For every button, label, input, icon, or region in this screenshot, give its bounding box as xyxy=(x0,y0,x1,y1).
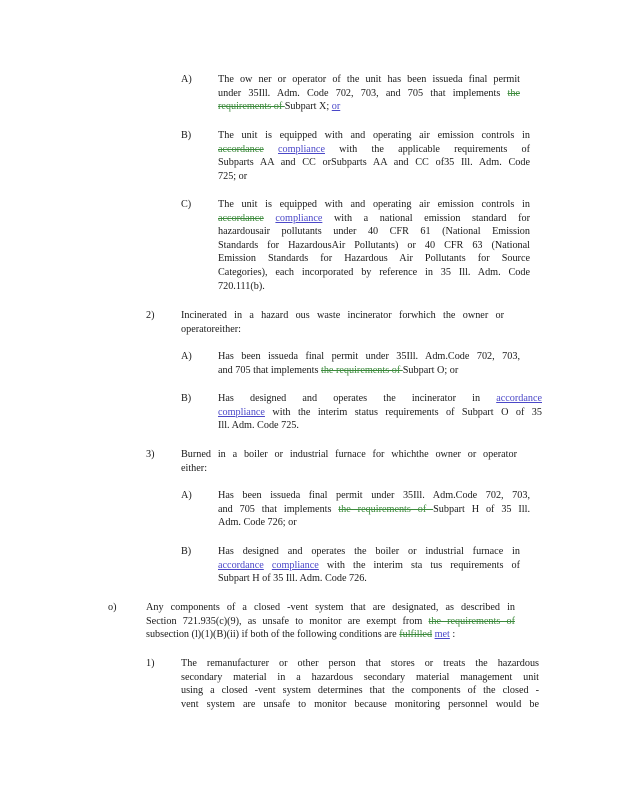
body-text: either: xyxy=(181,462,208,474)
text-line xyxy=(218,280,530,294)
text-line xyxy=(218,503,530,517)
text-line xyxy=(181,698,539,712)
body-text: Subpart H of 35 Ill. xyxy=(433,503,530,515)
item-label: o) xyxy=(108,602,117,613)
inserted-text: compliance xyxy=(275,212,323,224)
body-text: with the interim sta tus requirements of xyxy=(318,559,520,571)
text-line xyxy=(218,516,530,530)
item-label: C) xyxy=(181,199,192,210)
body-text: Has been issueda final permit under 35Ill. Adm.Code 702, 703, xyxy=(218,490,530,501)
text-line xyxy=(218,350,520,364)
body-text xyxy=(264,213,276,224)
paragraph-a2 xyxy=(218,350,520,377)
body-text xyxy=(264,144,278,155)
text-line xyxy=(218,73,520,87)
text-line xyxy=(181,323,504,337)
body-text: Burned in a boiler or industrial furnace for whichthe owner or operator xyxy=(181,449,517,460)
text-line xyxy=(181,657,539,671)
body-text: Adm. Code 726; or xyxy=(218,517,297,529)
text-line xyxy=(218,406,542,420)
paragraph-o1 xyxy=(181,657,539,711)
item-label: 3) xyxy=(146,449,155,460)
inserted-text: compliance xyxy=(218,406,265,418)
body-text: vent system are unsafe to monitor because monitoring personnel would be xyxy=(181,698,539,710)
text-line xyxy=(218,545,520,559)
body-text: and 705 that implements xyxy=(218,364,321,376)
body-text: and 705 that implements xyxy=(218,503,339,515)
body-text: Section 721.935(c)(9), as unsafe to monitor are exempt from xyxy=(146,615,429,627)
body-text: Has designed and operates the incinerator in xyxy=(218,393,497,404)
body-text: with a national emission standard for xyxy=(322,212,530,224)
text-line xyxy=(218,212,530,226)
body-text: Subpart H of 35 Ill. Adm. Code 726. xyxy=(218,573,367,585)
inserted-text: compliance xyxy=(271,559,319,571)
deleted-text: accordance xyxy=(218,212,264,224)
body-text: Subpart O; or xyxy=(402,364,459,376)
deleted-text: requirements of xyxy=(218,101,285,113)
inserted-text: accordance xyxy=(496,393,542,404)
body-text xyxy=(264,560,272,571)
text-line xyxy=(181,309,504,323)
paragraph-a1 xyxy=(218,73,520,114)
body-text: under 35Ill. Adm. Code 702, 703, and 705 that implements xyxy=(218,87,508,99)
body-text: using a closed -vent system determines that the components of the closed - xyxy=(181,685,539,697)
paragraph-b2 xyxy=(218,392,542,433)
text-line xyxy=(218,489,530,503)
body-text: Incinerated in a hazard ous waste incinerator forwhich the owner or xyxy=(181,310,504,321)
body-text: The remanufacturer or other person that stores or treats the hazardous xyxy=(181,658,539,669)
body-text: : xyxy=(449,629,456,641)
deleted-text: accordance xyxy=(218,143,264,155)
paragraph-n2 xyxy=(181,309,504,336)
text-line xyxy=(146,628,515,642)
body-text: Subparts AA and CC orSubparts AA and CC of35 Ill. Adm. Code xyxy=(218,157,530,169)
text-line xyxy=(218,87,520,101)
item-label: 2) xyxy=(146,310,155,321)
body-text: Ill. Adm. Code 725. xyxy=(218,420,299,432)
text-line xyxy=(218,239,530,253)
item-label: A) xyxy=(181,351,192,362)
body-text: subsection (l)(1)(B)(ii) if both of the following conditions are xyxy=(146,629,400,641)
paragraph-n3 xyxy=(181,448,517,475)
inserted-text: accordance xyxy=(218,559,264,571)
paragraph-c1 xyxy=(218,198,530,293)
text-line xyxy=(218,559,520,573)
inserted-text: or xyxy=(331,101,341,113)
text-line xyxy=(146,601,515,615)
item-label: A) xyxy=(181,490,192,501)
text-line xyxy=(146,615,515,629)
body-text: The unit is equipped with and operating air emission controls in xyxy=(218,130,530,141)
body-text: Has been issueda final permit under 35Ill. Adm.Code 702, 703, xyxy=(218,351,520,362)
text-line xyxy=(218,252,530,266)
inserted-text: met xyxy=(434,629,450,641)
body-text: with the applicable requirements of xyxy=(324,143,531,155)
inserted-text: compliance xyxy=(278,143,325,155)
body-text: 720.111(b). xyxy=(218,280,265,292)
deleted-text: the requirements of xyxy=(428,615,515,627)
body-text: secondary material in a hazardous secondary material management unit xyxy=(181,671,539,683)
item-label: A) xyxy=(181,74,192,85)
text-line xyxy=(218,198,530,212)
deleted-text: the requirements of xyxy=(321,364,403,376)
text-line xyxy=(218,266,530,280)
body-text: Has designed and operates the boiler or industrial furnace in xyxy=(218,546,520,557)
paragraph-o xyxy=(146,601,515,642)
body-text: Standards for HazardousAir Pollutants) or 40 CFR 63 (National xyxy=(218,239,530,251)
text-line xyxy=(181,462,517,476)
text-line xyxy=(218,170,530,184)
text-line xyxy=(218,572,520,586)
deleted-text: the xyxy=(507,87,520,99)
paragraph-b3 xyxy=(218,545,520,586)
paragraph-b1 xyxy=(218,129,530,183)
body-text: Categories), each incorporated by reference in 35 Ill. Adm. Code xyxy=(218,266,530,278)
text-line xyxy=(181,671,539,685)
body-text: Any components of a closed -vent system that are designated, as described in xyxy=(146,602,515,613)
item-label: B) xyxy=(181,130,192,141)
text-line xyxy=(218,364,520,378)
body-text: Subpart X; xyxy=(284,101,332,113)
text-line xyxy=(218,225,530,239)
text-line xyxy=(218,392,542,406)
text-line xyxy=(181,448,517,462)
text-line xyxy=(181,684,539,698)
item-label: B) xyxy=(181,546,192,557)
body-text: The unit is equipped with and operating air emission controls in xyxy=(218,199,530,210)
body-text: 725; or xyxy=(218,170,248,182)
body-text: operatoreither: xyxy=(181,323,241,335)
item-label: 1) xyxy=(146,658,155,669)
body-text: hazardousair pollutants under 40 CFR 61 (National Emission xyxy=(218,226,530,238)
item-label: B) xyxy=(181,393,192,404)
text-line xyxy=(218,100,520,114)
text-line xyxy=(218,143,530,157)
body-text: Emission Standards for Hazardous Air Pollutants for Source xyxy=(218,253,530,265)
paragraph-a3 xyxy=(218,489,530,530)
body-text: with the interim status requirements of Subpart O of 35 xyxy=(264,406,542,418)
body-text: The ow ner or operator of the unit has been issueda final permit xyxy=(218,74,520,85)
deleted-text: fulfilled xyxy=(399,629,433,641)
text-line xyxy=(218,156,530,170)
text-line xyxy=(218,129,530,143)
deleted-text: the requirements of xyxy=(338,503,434,515)
text-line xyxy=(218,419,542,433)
